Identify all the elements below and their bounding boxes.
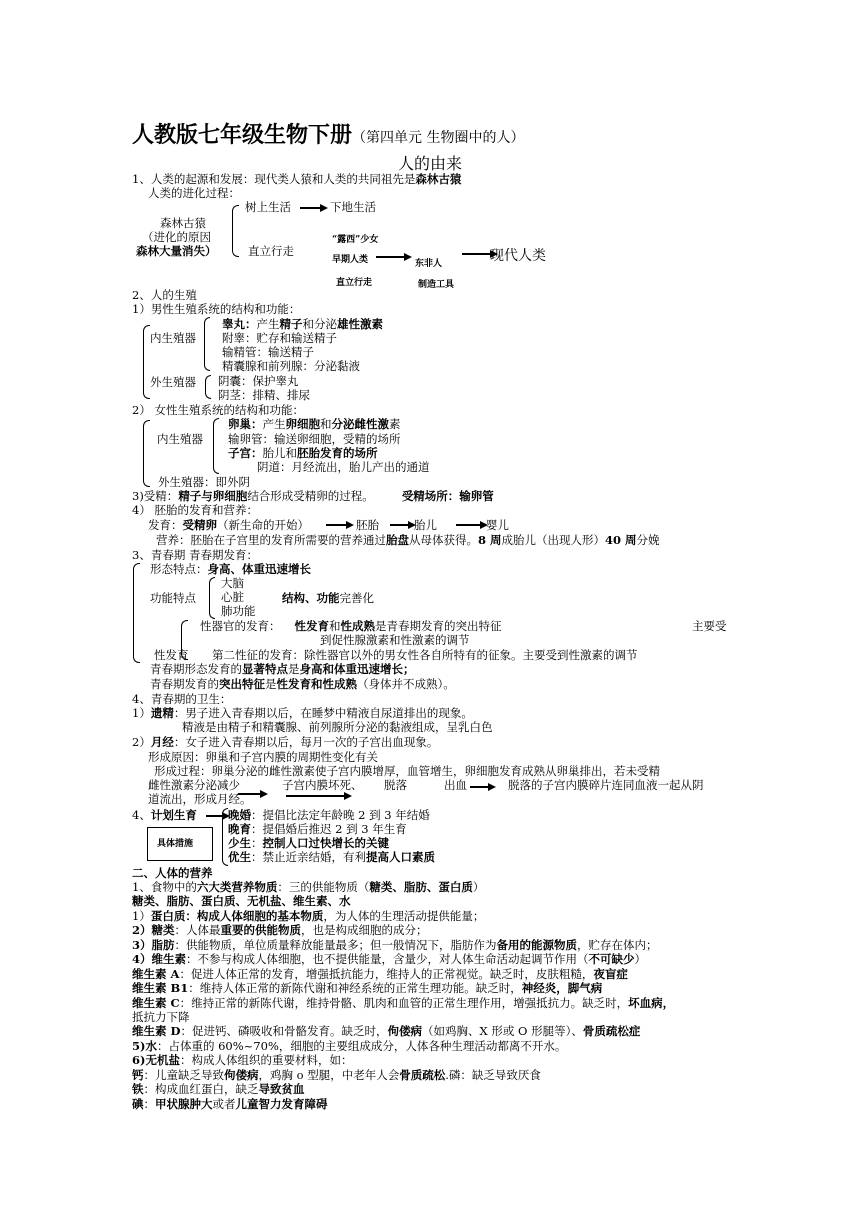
puberty-summary: 青春期形态发育的显著特点是身高和体重迅速增长； — [150, 662, 415, 676]
vitamin-a-line: 维生素 A：促进人体正常的发育，增强抵抗能力，维持人的正常视觉。缺乏时，皮肤粗糙，夜盲症 — [132, 967, 628, 981]
vitamin-c-line-cont: 抵抗力下降 — [132, 1010, 190, 1024]
male-item: 阴茎：排精、排尿 — [218, 388, 310, 402]
male-item: 附睾：贮存和输送精子 — [222, 331, 337, 345]
function-desc: 结构、功能完善化 — [282, 591, 374, 605]
calcium-line: 钙：儿童缺乏导致佝偻病，鸡胸 o 型腿，中老年人会骨质疏松.磷：缺乏导致厌食 — [132, 1068, 541, 1082]
measure-item: 晚育：提倡婚后推迟 2 到 3 年生育 — [228, 822, 407, 836]
female-item: 阴道：月经流出，胎儿产出的通道 — [257, 460, 430, 474]
water-line: 5)水：占体重的 60%~70%，细胞的主要组成成分，人体各种生理活动都离不开水。 — [132, 1039, 567, 1053]
female-internal-label: 内生殖器 — [157, 432, 203, 446]
puberty-heading: 3、青春期 青春期发育： — [132, 548, 258, 562]
female-item: 卵巢：产生卵细胞和分泌雌性激素 — [228, 417, 401, 431]
development-line: 发育：受精卵（新生命的开始） — [148, 518, 309, 532]
dev-fetus: 胎儿 — [414, 518, 437, 532]
male-internal-brace — [204, 317, 210, 371]
form-feature: 形态特点：身高、体重迅速增长 — [150, 562, 311, 576]
reproduction-heading: 2、人的生殖 — [132, 288, 197, 302]
arrow-icon — [206, 815, 222, 817]
arrow-icon — [456, 524, 480, 526]
puberty-summary: 青春期发育的突出特征是性发育和性成熟（身体并不成熟）。 — [150, 677, 455, 691]
iodine-line: 碘：甲状腺肿大或者儿童智力发育障碍 — [132, 1097, 328, 1111]
menstruation-process: 形成过程：卵巢分泌的雌性激素使子宫内膜增厚，血管增生，卵细胞发育成熟从卵巢排出，若未受精 — [154, 764, 660, 778]
arrow-icon — [462, 253, 490, 255]
female-item: 输卵管：输送卵细胞，受精的场所 — [228, 432, 401, 446]
arrow-icon — [326, 524, 346, 526]
title-main: 人教版七年级生物下册 — [132, 123, 353, 148]
puberty-brace — [133, 563, 140, 663]
stage-upright: 直立行走 — [336, 278, 373, 288]
measures-label: 具体措施 — [157, 839, 194, 849]
organ-item: 肺功能 — [221, 604, 256, 618]
menstruation-process-c: 脱落 — [384, 778, 407, 792]
ground-life: 下地生活 — [330, 200, 376, 214]
fat-line: 3）脂肪：供能物质，单位质量释放能量最多；但一般情况下，脂肪作为备用的能源物质，贮存在体内； — [132, 938, 658, 952]
evolution-label: 人类的进化过程： — [148, 186, 240, 200]
fertilization-line: 3)受精：精子与卵细胞结合形成受精卵的过程。 受精场所：输卵管 — [132, 489, 494, 503]
menstruation-process-e: 脱落的子宫内膜碎片连同血液一起从阴 — [508, 778, 704, 792]
mineral-line: 6)无机盐：构成人体组织的重要材料，如： — [132, 1053, 353, 1067]
sugar-line: 2）糖类：人体最重要的供能物质，也是构成细胞的成分； — [132, 923, 428, 937]
embryo-heading: 4） 胚胎的发育和营养： — [132, 503, 258, 517]
male-external-brace — [205, 375, 211, 399]
arrow-icon — [470, 786, 488, 788]
female-heading: 2） 女性生殖系统的结构和功能： — [132, 403, 304, 417]
organ-item: 心脏 — [221, 590, 244, 604]
male-heading: 1）男性生殖系统的结构和功能： — [132, 302, 301, 316]
male-item: 阴囊：保护睾丸 — [218, 374, 299, 388]
female-internal-brace — [213, 418, 219, 474]
evolution-brace — [232, 205, 239, 257]
male-item: 精囊腺和前列腺：分泌黏液 — [222, 359, 360, 373]
stage-early-human: 早期人类 — [332, 255, 369, 265]
vitamin-b1-line: 维生素 B1：维持人体正常的新陈代谢和神经系统的正常生理功能。缺乏时，神经炎，脚气病 — [132, 981, 603, 995]
protein-line: 1）蛋白质：构成人体细胞的基本物质，为人体的生理活动提供能量； — [132, 909, 485, 923]
organ-development-cont: 到促性腺激素和性激素的调节 — [320, 633, 470, 647]
organ-development-tail: 主要受 — [692, 619, 727, 633]
menstruation-process-a: 雌性激素分泌减少 — [148, 778, 240, 792]
arrow-icon — [286, 795, 344, 797]
measure-item: 晚婚：提倡比法定年龄晚 2 到 3 年结婚 — [228, 808, 430, 822]
stage-east-africa: 东非人 — [415, 259, 443, 269]
title-subtitle: （第四单元 生物圈中的人） — [352, 130, 525, 146]
secondary-sex: 第二性征的发育：除性器官以外的男女性各自所特有的征象。主要受到性激素的调节 — [212, 648, 638, 662]
vitamin-line: 4）维生素：不参与构成人体细胞，也不提供能量，含量少，对人体生命活动起调节作用（不可缺少） — [132, 952, 647, 966]
menstruation-line: 2）月经：女子进入青春期以后，每月一次的子宫出血现象。 — [132, 735, 439, 749]
female-item: 外生殖器：即外阴 — [158, 475, 250, 489]
male-external-label: 外生殖器 — [150, 375, 196, 389]
nutrients-line: 1、食物中的六大类营养物质：三的供能物质（糖类、脂肪、蛋白质） — [132, 880, 485, 894]
hygiene-heading: 4、青春期的卫生： — [132, 692, 232, 706]
origin-line: 1、人类的起源和发展：现代类人猿和人类的共同祖先是森林古猿 — [132, 172, 462, 186]
arrow-icon — [390, 524, 408, 526]
iron-line: 铁：构成血红蛋白，缺乏导致贫血 — [132, 1082, 305, 1096]
section-heading-human-origin: 人的由来 — [398, 154, 463, 173]
family-planning-heading: 4、计划生育 — [132, 808, 197, 822]
evolution-reason-value: 森林大量消失） — [136, 244, 217, 258]
vitamin-c-line: 维生素 C：维持正常的新陈代谢，维持骨骼、肌肉和血管的正常生理作用，增强抵抗力。缺乏时，坏血病， — [132, 996, 675, 1010]
dev-baby: 婴儿 — [486, 518, 509, 532]
arrow-icon — [300, 207, 320, 209]
organ-item: 大脑 — [221, 576, 244, 590]
nutrition-line: 营养：胚胎在子宫里的发育所需要的营养通过胎盘从母体获得。8 周成胎儿（出现人形）40 周分娩 — [156, 533, 660, 547]
male-internal-label: 内生殖器 — [150, 331, 196, 345]
function-brace — [209, 577, 215, 619]
sex-dev-label: 性发育 — [154, 648, 189, 662]
nutrition-heading: 二、人体的营养 — [132, 866, 213, 880]
organ-development: 性器官的发育： 性发育和性成熟是青春期发育的突出特征 — [200, 619, 502, 633]
tree-life: 树上生活 — [245, 200, 291, 214]
male-brace — [143, 325, 150, 399]
menstruation-process-b: 子宫内膜坏死、 — [282, 778, 363, 792]
upright-walk: 直立行走 — [248, 244, 294, 258]
modern-human: 现代人类 — [490, 248, 546, 264]
document-title — [132, 118, 524, 149]
emission-line: 1）遗精：男子进入青春期以后，在睡梦中精液自尿道排出的现象。 — [132, 706, 473, 720]
arrow-icon — [376, 256, 404, 258]
male-item: 输精管：输送精子 — [222, 345, 314, 359]
measure-item: 优生：禁止近亲结婚，有利提高人口素质 — [228, 850, 435, 864]
evolution-reason-label: （进化的原因 — [142, 230, 211, 244]
female-item: 子宫：胎儿和胚胎发育的场所 — [228, 446, 378, 460]
forest-ape: 森林古猿 — [160, 216, 206, 230]
dev-embryo: 胚胎 — [356, 518, 379, 532]
nutrients-list: 糖类、脂肪、蛋白质、无机盐、维生素、水 — [132, 894, 351, 908]
female-brace — [143, 420, 150, 487]
stage-lucy: “露西”少女 — [332, 235, 379, 245]
stage-tools: 制造工具 — [418, 280, 455, 290]
vitamin-d-line: 维生素 D：促进钙、磷吸收和骨骼发育。缺乏时，佝偻病（如鸡胸、X 形或 O 形腿等）、骨质疏松症 — [132, 1024, 641, 1038]
measure-item: 少生：控制人口过快增长的关键 — [228, 836, 389, 850]
menstruation-process-d: 出血 — [444, 778, 467, 792]
male-item: 睾丸：产生精子和分泌雄性激素 — [222, 317, 383, 331]
emission-note: 精液是由精子和精囊腺、前列腺所分泌的黏液组成，呈乳白色 — [182, 720, 493, 734]
menstruation-process-end: 道流出，形成月经。 — [148, 792, 252, 806]
function-label: 功能特点 — [150, 591, 196, 605]
menstruation-cause: 形成原因：卵巢和子宫内膜的周期性变化有关 — [148, 750, 378, 764]
